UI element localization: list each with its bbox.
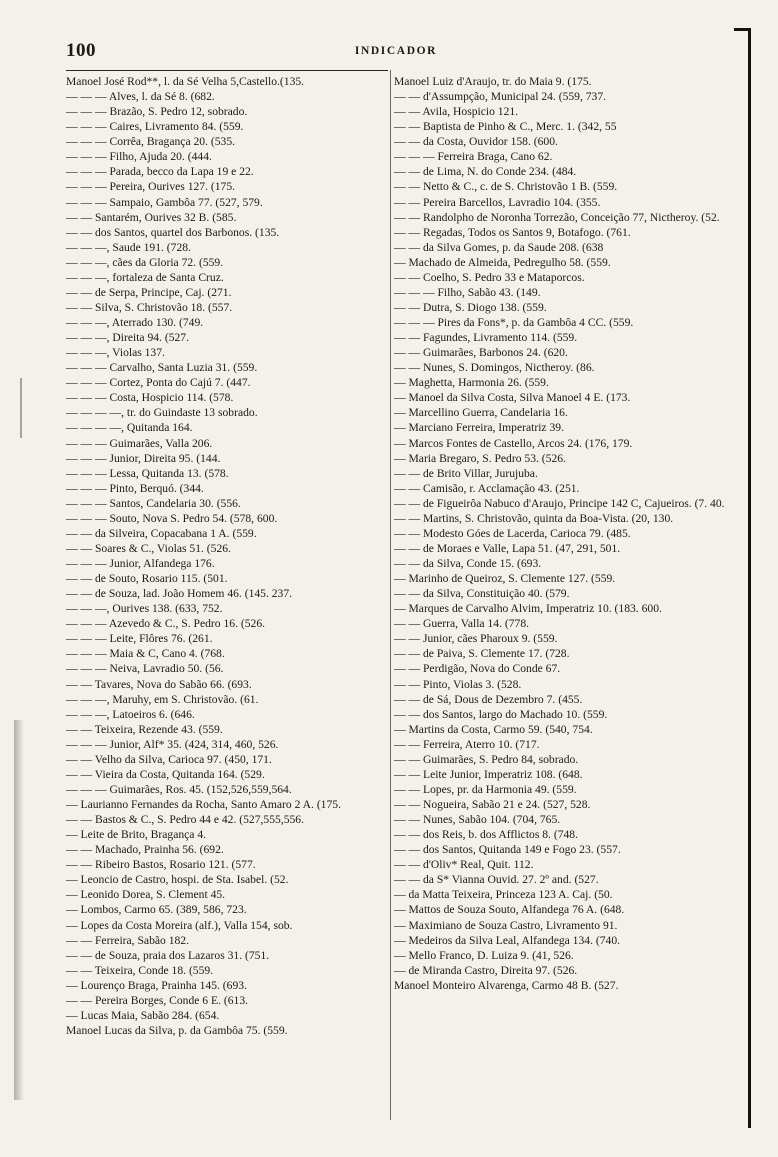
directory-entry: — — dos Reis, b. dos Afflictos 8. (748. xyxy=(394,828,578,842)
directory-entry: — — — —, Quitanda 164. xyxy=(66,421,193,435)
directory-entry: — — dos Santos, Quitanda 149 e Fogo 23. (557. xyxy=(394,843,621,857)
directory-entry: — — da Silva, Conde 15. (693. xyxy=(394,557,542,570)
directory-entry: — — — Guimarães, Ros. 45. (152,526,559,564. xyxy=(66,782,292,796)
directory-entry: — Mattos de Souza Souto, Alfandega 76 A. (648. xyxy=(394,903,625,917)
directory-entry: — — — Filho, Sabão 43. (149. xyxy=(394,285,541,299)
directory-entry: — — Modesto Góes de Lacerda, Carioca 79. (485. xyxy=(394,526,631,540)
directory-entry: — — d'Oliv* Real, Quit. 112. xyxy=(394,858,534,872)
directory-entry: — — — Junior, Direita 95. (144. xyxy=(66,451,221,465)
directory-entry: — Laurianno Fernandes da Rocha, Santo Amaro 2 A. (175. xyxy=(66,798,341,811)
directory-entry: — — —, cães da Gloria 72. (559. xyxy=(66,255,224,269)
directory-entry: — Mello Franco, D. Luiza 9. (41, 526. xyxy=(394,948,574,962)
directory-entry: — — da Silveira, Copacabana 1 A. (559. xyxy=(66,526,257,540)
directory-entry: — — dos Santos, largo do Machado 10. (559. xyxy=(394,707,608,721)
directory-entry: — — Regadas, Todos os Santos 9, Botafogo. (761. xyxy=(394,225,631,239)
directory-entry: — — de Souto, Rosario 115. (501. xyxy=(66,572,228,586)
directory-entry: — — Guimarães, Barbonos 24. (620. xyxy=(394,346,568,360)
directory-entry: — Marcellino Guerra, Candelaria 16. xyxy=(394,406,568,420)
directory-entry: — Marcos Fontes de Castello, Arcos 24. (176, 179. xyxy=(394,436,633,450)
directory-entry: — — de Serpa, Principe, Caj. (271. xyxy=(66,285,232,299)
directory-entry: — — d'Assumpção, Municipal 24. (559, 737. xyxy=(394,90,607,104)
directory-entry: — — de Paiva, S. Clemente 17. (728. xyxy=(394,647,570,661)
directory-entry: — — — Pinto, Berquó. (344. xyxy=(66,481,204,495)
directory-entry: — — de Lima, N. do Conde 234. (484. xyxy=(394,165,577,179)
directory-entry: — — —, Direita 94. (527. xyxy=(66,331,190,345)
directory-entry: — — — Filho, Ajuda 20. (444. xyxy=(66,150,212,164)
directory-entry: — — Vieira da Costa, Quitanda 164. (529. xyxy=(66,767,265,781)
directory-entry: — — —, fortaleza de Santa Cruz. xyxy=(66,270,224,284)
directory-entry: — — — Lessa, Quitanda 13. (578. xyxy=(66,466,229,480)
directory-entry: — — —, Latoeiros 6. (646. xyxy=(66,707,195,721)
directory-entry: — — Junior, cães Pharoux 9. (559. xyxy=(394,632,558,646)
directory-entry: — Lombos, Carmo 65. (389, 586, 723. xyxy=(66,903,247,917)
directory-entry: — — — Alves, l. da Sé 8. (682. xyxy=(66,90,215,104)
directory-entry: — — — Neiva, Lavradio 50. (56. xyxy=(66,662,224,676)
directory-entry: — — Lopes, pr. da Harmonia 49. (559. xyxy=(394,782,577,796)
page-number: 100 xyxy=(66,40,96,61)
directory-entry: — — da S* Vianna Ouvid. 27. 2º and. (527. xyxy=(394,873,599,887)
directory-entry: — — — Maia & C, Cano 4. (768. xyxy=(66,647,225,661)
directory-entry: — Lucas Maia, Sabão 284. (654. xyxy=(66,1008,220,1022)
scan-mark xyxy=(20,378,44,438)
directory-entry: — — da Silva, Constituição 40. (579. xyxy=(394,587,570,601)
directory-entry: — — de Moraes e Valle, Lapa 51. (47, 291, 501. xyxy=(394,541,621,555)
directory-entry: — — de Brito Villar, Jurujuba. xyxy=(394,466,538,480)
directory-entry: — — —, Violas 137. xyxy=(66,346,165,360)
directory-entry: — — —, Ourives 138. (633, 752. xyxy=(66,602,223,616)
directory-entry: — — — Ferreira Braga, Cano 62. xyxy=(394,150,553,164)
directory-entry: — da Matta Teixeira, Princeza 123 A. Caj. (50. xyxy=(394,888,613,902)
directory-entry: — — Santarém, Ourives 32 B. (585. xyxy=(66,210,237,224)
directory-entry: — — — Cortez, Ponta do Cajú 7. (447. xyxy=(66,376,251,390)
directory-entry: — — Nunes, Sabão 104. (704, 765. xyxy=(394,813,561,827)
directory-entry: — Martins da Costa, Carmo 59. (540, 754. xyxy=(394,722,593,736)
directory-entry: — — Randolpho de Noronha Torrezão, Conceição 77, Nictheroy. (52. xyxy=(394,210,720,224)
header-rule xyxy=(66,70,388,71)
directory-entry: — — —, Saude 191. (728. xyxy=(66,240,191,254)
directory-entry: — — dos Santos, quartel dos Barbonos. (135. xyxy=(66,225,280,239)
directory-entry: — — Machado, Prainha 56. (692. xyxy=(66,843,224,857)
directory-entry: — — de Souza, lad. João Homem 46. (145. 237. xyxy=(66,587,293,601)
directory-entry: — — Fagundes, Livramento 114. (559. xyxy=(394,331,578,345)
left-column xyxy=(66,74,388,1038)
directory-entry: — — Silva, S. Christovão 18. (557. xyxy=(66,300,233,314)
directory-entry: — Leonido Dorea, S. Clement 45. xyxy=(66,888,226,902)
directory-entry: — — Baptista de Pinho & C., Merc. 1. (342, 55 xyxy=(394,120,617,134)
directory-entry: — — Soares & C., Violas 51. (526. xyxy=(66,541,231,555)
directory-entry: — — da Costa, Ouvidor 158. (600. xyxy=(394,135,558,149)
directory-entry: — — Pereira Borges, Conde 6 E. (613. xyxy=(66,993,249,1007)
directory-entry: — — Leite Junior, Imperatriz 108. (648. xyxy=(394,767,583,781)
directory-entry: — — Ferreira, Sabão 182. xyxy=(66,933,189,947)
directory-entry: — — Avila, Hospicio 121. xyxy=(394,105,519,119)
directory-entry: — — —, Aterrado 130. (749. xyxy=(66,316,204,329)
directory-entry: — Maria Bregaro, S. Pedro 53. (526. xyxy=(394,451,566,465)
directory-entry: — — — Santos, Candelaria 30. (556. xyxy=(66,496,241,510)
directory-entry: — — Coelho, S. Pedro 33 e Mataporcos. xyxy=(394,270,585,284)
directory-entry: — — — Carvalho, Santa Luzia 31. (559. xyxy=(66,361,258,375)
directory-entry: — Marinho de Queiroz, S. Clemente 127. (559. xyxy=(394,572,616,586)
directory-entry: — — — Junior, Alfandega 176. xyxy=(66,557,215,570)
directory-entry: — — — Junior, Alf* 35. (424, 314, 460, 526. xyxy=(66,737,279,751)
right-column xyxy=(394,74,732,993)
directory-entry: — — Guerra, Valla 14. (778. xyxy=(394,617,530,631)
directory-entry: Manoel Monteiro Alvarenga, Carmo 48 B. (527. xyxy=(394,978,619,992)
directory-entry: — Lopes da Costa Moreira (alf.), Valla 154, sob. xyxy=(66,918,293,932)
directory-entry: — — Guimarães, S. Pedro 84, sobrado. xyxy=(394,752,579,766)
directory-entry: — — — Pires da Fons*, p. da Gambôa 4 CC. (559. xyxy=(394,316,634,329)
directory-entry: Manoel José Rod**, l. da Sé Velha 5,Castello.(135. xyxy=(66,75,305,88)
directory-entry: — — de Sá, Dous de Dezembro 7. (455. xyxy=(394,692,583,706)
directory-entry: — — de Souza, praia dos Lazaros 31. (751. xyxy=(66,948,270,962)
directory-entry: — — Pereira Barcellos, Lavradio 104. (355. xyxy=(394,195,601,209)
directory-entry: — — — Costa, Hospicio 114. (578. xyxy=(66,391,234,405)
directory-entry: — — de Figueirôa Nabuco d'Araujo, Principe 142 C, Cajueiros. (7. 40. xyxy=(394,496,725,510)
directory-entry: — Maximiano de Souza Castro, Livramento 91. xyxy=(394,918,618,932)
directory-entry: — Lourenço Braga, Prainha 145. (693. xyxy=(66,978,247,992)
directory-entry: — — Tavares, Nova do Sabão 66. (693. xyxy=(66,677,252,691)
directory-entry: — Maghetta, Harmonia 26. (559. xyxy=(394,376,549,390)
directory-entry: — — Nogueira, Sabão 21 e 24. (527, 528. xyxy=(394,798,591,811)
column-divider xyxy=(390,70,391,1120)
directory-entry: — Leoncio de Castro, hospi. de Sta. Isabel. (52. xyxy=(66,873,289,887)
directory-entry: — — — Corrêa, Bragança 20. (535. xyxy=(66,135,236,149)
directory-entry: — — — Caires, Livramento 84. (559. xyxy=(66,120,244,134)
directory-entry: — — Camisão, r. Acclamação 43. (251. xyxy=(394,481,580,495)
directory-entry: — — — Azevedo & C., S. Pedro 16. (526. xyxy=(66,617,266,631)
directory-entry: — — Dutra, S. Diogo 138. (559. xyxy=(394,300,547,314)
directory-entry: — — — Guimarães, Valla 206. xyxy=(66,436,213,450)
directory-entry: — — Ribeiro Bastos, Rosario 121. (577. xyxy=(66,858,256,872)
directory-entry: — — — Leite, Flôres 76. (261. xyxy=(66,632,213,646)
directory-entry: — — Teixeira, Conde 18. (559. xyxy=(66,963,214,977)
directory-entry: — — Teixeira, Rezende 43. (559. xyxy=(66,722,223,736)
directory-entry: — Leite de Brito, Bragança 4. xyxy=(66,828,207,842)
directory-entry: — Marciano Ferreira, Imperatriz 39. xyxy=(394,421,564,435)
directory-entry: Manoel Luiz d'Araujo, tr. do Maia 9. (175. xyxy=(394,75,592,88)
directory-entry: — — Pinto, Violas 3. (528. xyxy=(394,677,522,691)
page-title: INDICADOR xyxy=(354,45,438,57)
directory-entry: — — — Pereira, Ourives 127. (175. xyxy=(66,180,236,194)
directory-entry: — — Martins, S. Christovão, quinta da Boa-Vista. (20, 130. xyxy=(394,511,674,525)
directory-entry: — de Miranda Castro, Direita 97. (526. xyxy=(394,963,578,977)
directory-entry: — Marques de Carvalho Alvim, Imperatriz 10. (183. 600. xyxy=(394,602,662,616)
directory-entry: Manoel Lucas da Silva, p. da Gambôa 75. (559. xyxy=(66,1023,288,1037)
directory-entry: — — Perdigão, Nova do Conde 67. xyxy=(394,662,561,676)
binding-shadow xyxy=(14,720,24,1100)
directory-entry: — — — Sampaio, Gambôa 77. (527, 579. xyxy=(66,195,263,209)
directory-entry: — Manoel da Silva Costa, Silva Manoel 4 E. (173. xyxy=(394,391,631,405)
directory-entry: — — — Parada, becco da Lapa 19 e 22. xyxy=(66,165,254,179)
directory-entry: — — Nunes, S. Domingos, Nictheroy. (86. xyxy=(394,361,595,375)
directory-entry: — — — Souto, Nova S. Pedro 54. (578, 600. xyxy=(66,511,278,525)
directory-entry: — — — Brazão, S. Pedro 12, sobrado. xyxy=(66,105,248,119)
page-header xyxy=(66,40,726,62)
directory-entry: — — da Silva Gomes, p. da Saude 208. (638 xyxy=(394,240,604,254)
directory-entry: — Medeiros da Silva Leal, Alfandega 134. (740. xyxy=(394,933,621,947)
directory-entry: — — Ferreira, Aterro 10. (717. xyxy=(394,737,540,751)
edge-bracket xyxy=(748,28,751,1128)
directory-entry: — — Netto & C., c. de S. Christovão 1 B. (559. xyxy=(394,180,618,194)
directory-entry: — Machado de Almeida, Pedregulho 58. (559. xyxy=(394,255,611,269)
directory-entry: — — —, Maruhy, em S. Christovão. (61. xyxy=(66,692,259,706)
directory-entry: — — — —, tr. do Guindaste 13 sobrado. xyxy=(66,406,258,420)
directory-entry: — — Velho da Silva, Carioca 97. (450, 171. xyxy=(66,752,272,766)
directory-entry: — — Bastos & C., S. Pedro 44 e 42. (527,555,556. xyxy=(66,813,304,827)
